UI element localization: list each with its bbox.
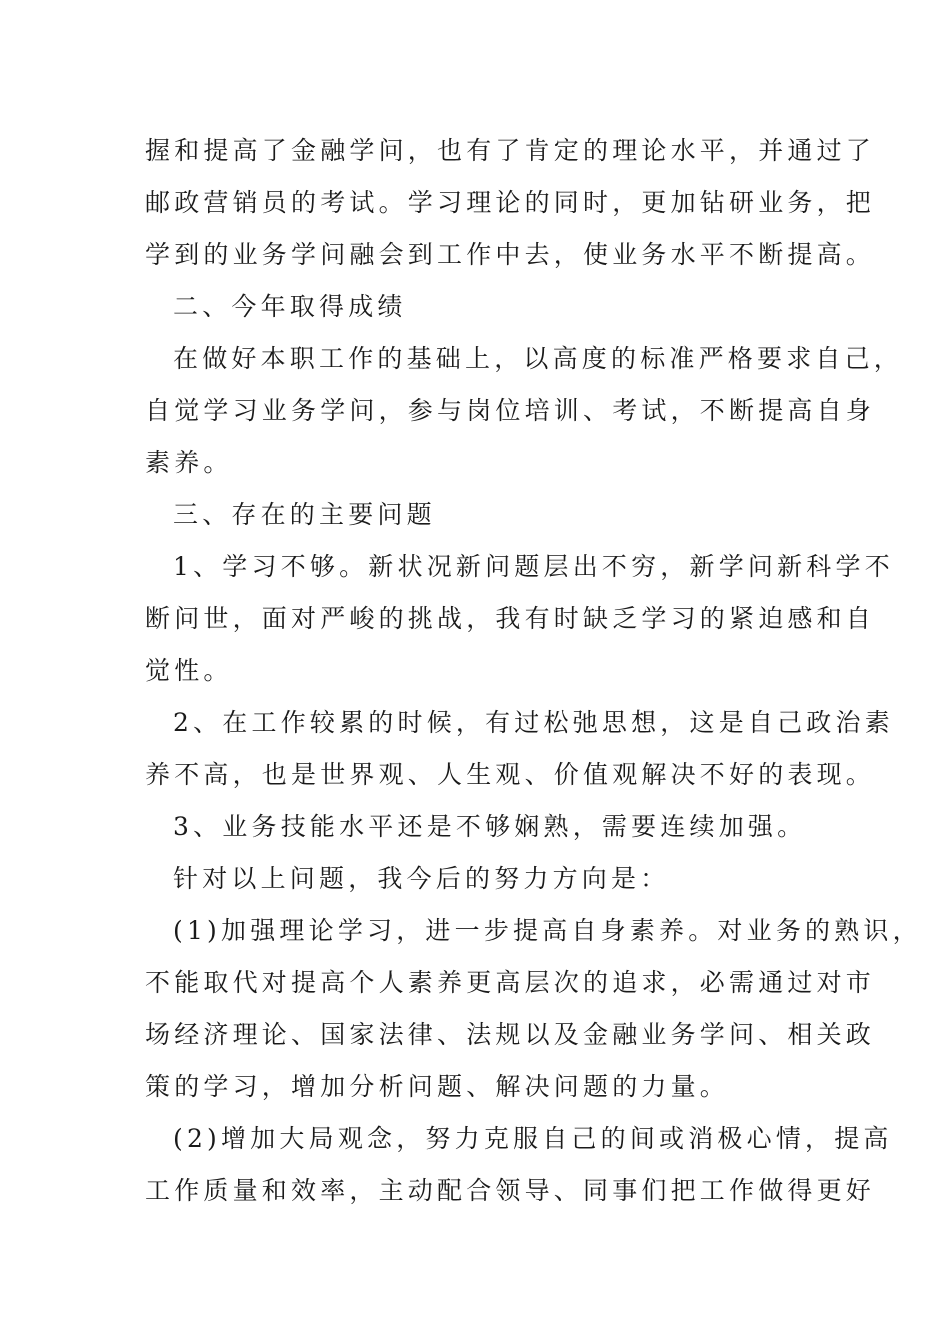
text-line: 素养。 <box>145 448 233 477</box>
text-line: 断问世，面对严峻的挑战，我有时缺乏学习的紧迫感和自 <box>145 604 876 633</box>
section-heading: 三、存在的主要问题 <box>173 500 436 529</box>
text-line: 觉性。 <box>145 656 233 685</box>
text-line: 自觉学习业务学问，参与岗位培训、考试，不断提高自身 <box>145 396 876 425</box>
document-body <box>145 125 922 1217</box>
text-line: 1、学习不够。新状况新问题层出不穷，新学问新科学不 <box>173 552 894 581</box>
text-line: 场经济理论、国家法律、法规以及金融业务学问、相关政 <box>145 1020 876 1049</box>
text-line: 养不高，也是世界观、人生观、价值观解决不好的表现。 <box>145 760 876 789</box>
text-line: 策的学习，增加分析问题、解决问题的力量。 <box>145 1072 730 1101</box>
text-line: 工作质量和效率，主动配合领导、同事们把工作做得更好 <box>145 1176 876 1205</box>
text-line: 邮政营销员的考试。学习理论的同时，更加钻研业务，把 <box>145 188 876 217</box>
text-line: 2、在工作较累的时候，有过松弛思想，这是自己政治素 <box>173 708 894 737</box>
text-line: 不能取代对提高个人素养更高层次的追求，必需通过对市 <box>145 968 876 997</box>
text-line: (1)加强理论学习，进一步提高自身素养。对业务的熟识， <box>173 916 922 945</box>
section-heading: 二、今年取得成绩 <box>173 292 407 321</box>
text-line: 3、业务技能水平还是不够娴熟，需要连续加强。 <box>173 812 807 841</box>
text-line: (2)增加大局观念，努力克服自己的间或消极心情，提高 <box>173 1124 893 1153</box>
text-line: 在做好本职工作的基础上，以高度的标准严格要求自己， <box>173 344 904 373</box>
text-line: 针对以上问题，我今后的努力方向是： <box>173 864 670 893</box>
text-line: 握和提高了金融学问，也有了肯定的理论水平，并通过了 <box>145 136 876 165</box>
text-line: 学到的业务学问融会到工作中去，使业务水平不断提高。 <box>145 240 876 269</box>
